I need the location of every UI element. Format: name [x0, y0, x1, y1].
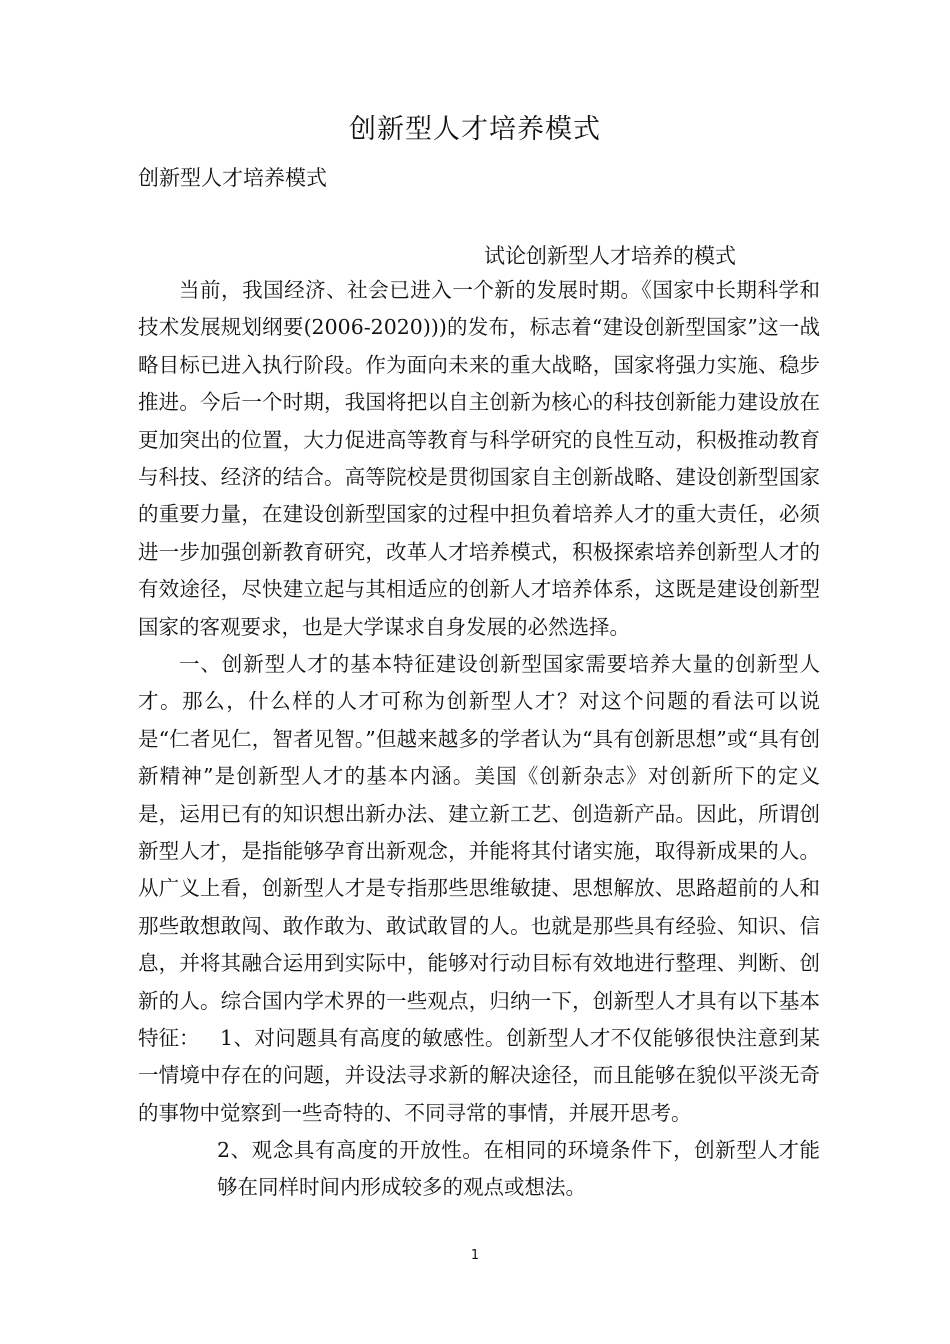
paragraph-feature-openness: 2、观念具有高度的开放性。在相同的环境条件下，创新型人才能够在同样时间内形成较多的观点或想法。 — [217, 1138, 820, 1200]
paragraph-introduction: 当前，我国经济、社会已进入一个新的发展时期。《国家中长期科学和技术发展规划纲要(2006-2020)))的发布，标志着“建设创新型国家”这一战略目标已进入执行阶段。作为面向未来的重大战略，国家将强力实施、稳步推进。今后一个时期，我国将把以自主创新为核心的科技创新能力建设放在更加突出的位置，大力促进高等教育与科学研究的良性互动，积极推动教育与科技、经济的结合。高等院校是贯彻国家自主创新战略、建设创新型国家的重要力量，在建设创新型国家的过程中担负着培养人才的重大责任，必须进一步加强创新教育研究，改革人才培养模式，积极探索培养创新型人才的有效途径，尽快建立起与其相适应的创新人才培养体系，这既是建设创新型国家的客观要求，也是大学谋求自身发展的必然选择。 — [138, 278, 820, 639]
page-number: 1 — [470, 1248, 480, 1263]
document-title: 创新型人才培养模式 — [349, 114, 601, 145]
document-subtitle: 创新型人才培养模式 — [138, 166, 327, 190]
paragraph-feature-sensitivity: 1、对问题具有高度的敏感性。创新型人才不仅能够很快注意到某一情境中存在的问题，并设法寻求新的解决途径，而且能够在貌似平淡无奇的事物中觉察到一些奇特的、不同寻常的事情，并展开思考。 — [138, 1026, 820, 1125]
paragraph-basic-features: 一、创新型人才的基本特征建设创新型国家需要培养大量的创新型人才。那么，什么样的人才可称为创新型人才？对这个问题的看法可以说是“仁者见仁，智者见智。”但越来越多的学者认为“具有创新思想”或“具有创新精神”是创新型人才的基本内涵。美国《创新杂志》对创新所下的定义是，运用已有的知识想出新办法、建立新工艺、创造新产品。因此，所谓创新型人才，是指能够孕育出新观念，并能将其付诸实施，取得新成果的人。从广义上看，创新型人才是专指那些思维敏捷、思想解放、思路超前的人和那些敢想敢闯、敢作敢为、敢试敢冒的人。也就是那些具有经验、知识、信息，并将其融合运用到实际中，能够对行动目标有效地进行整理、判断、创新的人。综合国内学术界的一些观点，归纳一下，创新型人才具有以下基本特征： — [138, 652, 820, 1051]
article-heading: 试论创新型人才培养的模式 — [484, 244, 736, 268]
